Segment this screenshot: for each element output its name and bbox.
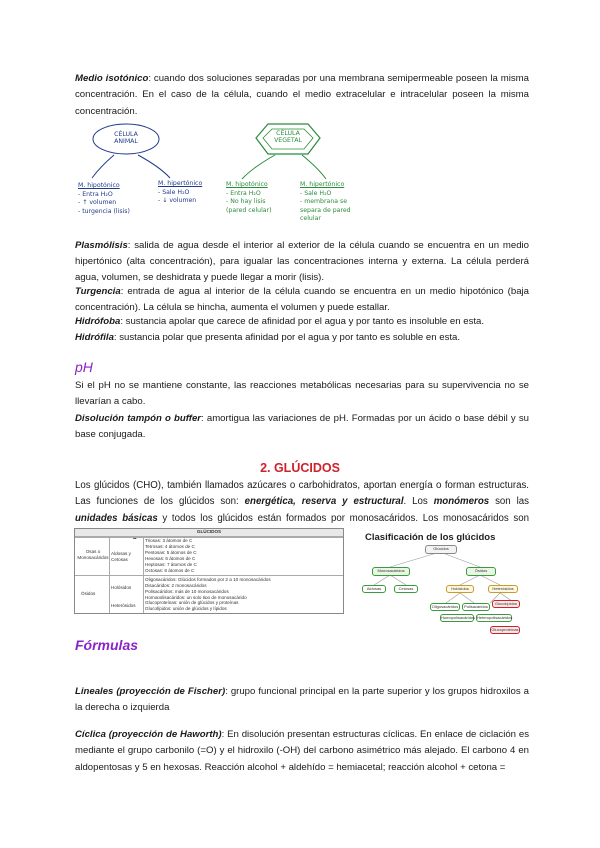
isotonic-paragraph: [75, 71, 529, 120]
table-row1-items: [145, 538, 265, 575]
turgencia-term: Turgencia: [75, 286, 121, 297]
fischer-term: Lineales (proyección de Fischer): [75, 686, 226, 697]
table-item: Disacáridos: 2 monosacáridos: [145, 583, 207, 588]
diagram-node: Glucoproteínas: [491, 627, 519, 632]
glucidos-monomers: monómeros: [433, 496, 490, 508]
animal-hipo-line: - ↑ volumen: [78, 199, 117, 206]
glucidos-functions: energética, reserva y estructural: [244, 496, 404, 508]
plasmolisis-text: : salida de agua desde el interior al exterior de la célula cuando se encuentra en un medio hipertónico (alta concentración), para igualar las concentraciones interna y externa. La célula perderá agua, volumen, se deshidrata y puede llegar a morir (lisis).: [75, 240, 529, 283]
plant-hipo-line: - Entra H₂O: [226, 189, 261, 197]
plasmolisis-term: Plasmólisis: [75, 240, 128, 251]
plasmolisis-paragraph: [75, 238, 529, 286]
table-row1-label: Osas o Monosacáridos: [77, 549, 109, 560]
table-row2-sub1-items: [145, 577, 341, 599]
table-item: Hexosas: 6 átomos de C: [145, 556, 196, 561]
table-row2-label: Ósidos: [81, 591, 96, 596]
hidrofoba-paragraph: [75, 314, 529, 330]
formulas-heading: Fórmulas: [75, 637, 139, 653]
plant-hiper-line: celular: [300, 215, 321, 222]
glucidos-intro-3: son las: [489, 496, 529, 508]
table-header: GLÚCIDOS: [75, 529, 343, 537]
hidrofila-text: : sustancia polar que presenta afinidad por el agua y por tanto es soluble en esta.: [113, 332, 461, 343]
ph-heading: pH: [75, 359, 93, 375]
table-row2-sub2-items: [145, 600, 341, 613]
glucidos-section-title: 2. GLÚCIDOS: [260, 461, 340, 475]
diagram-node: Glúcidos: [425, 545, 457, 554]
table-item: Oligosacáridos: Glúcidos formados por 2 a 10 monosacáridos: [145, 577, 271, 582]
plant-hipo-line: - No hay lisis: [226, 198, 266, 205]
table-item: Pentosas: 5 átomos de C: [145, 550, 197, 555]
table-item: Octosas: 8 átomos de C: [145, 568, 195, 573]
fischer-text: : grupo funcional principal en la parte superior y los grupos hidroxilos a la derecha o izquierda: [75, 686, 529, 714]
table-item: Homopolisacáridos: un solo tipo de monosacárido: [145, 595, 247, 599]
diagram-node: Oligosacáridos: [431, 604, 459, 609]
plant-hipo-line: (pared celular): [226, 206, 272, 214]
plant-hiper: [300, 181, 351, 224]
isotonic-text: : cuando dos soluciones separadas por una membrana semipermeable poseen la misma concentración. En el caso de la célula, cuando el medio extracelular e intracelular poseen la misma concentración.: [75, 73, 529, 117]
plant-hiper-line: - Sale H₂O: [300, 189, 332, 197]
hidrofoba-text: : sustancia apolar que carece de afinidad por el agua y por tanto es insoluble en esta.: [120, 316, 485, 327]
animal-cell-label: CÉLULA ANIMAL: [114, 131, 138, 145]
animal-hipo-line: - turgencia (lisis): [78, 207, 130, 215]
diagram-node: Monosacáridos: [372, 567, 410, 576]
hidrofoba-term: Hidrófoba: [75, 316, 121, 327]
plant-hipo: [226, 181, 272, 215]
diagram-node: Glucolípidos: [492, 600, 520, 608]
glucidos-table: [74, 528, 344, 614]
plant-cell-label: CÉLULA VEGETAL: [274, 130, 302, 144]
glucidos-intro-1: Los glúcidos (CHO), también llamados azúcares o carbohidratos, aportan energía o forman estructuras. Las funciones de los glúcidos son:: [75, 480, 529, 508]
plant-hiper-line: - membrana se: [300, 198, 348, 205]
plant-hiper-title: M. hipertónico: [300, 181, 345, 188]
table-item: Tetrosas: 4 átomos de C: [145, 544, 195, 549]
hidrofila-term: Hidrófila: [75, 332, 114, 343]
table-item: Glucoproteínas: unión de glúcidos y proteínas: [145, 600, 239, 605]
table-row1-sub: Aldosas y Cetosas: [111, 551, 131, 562]
animal-hipo: [78, 182, 130, 216]
glucidos-intro-4: y todos los glúcidos están formados por monosacáridos. Los monosacáridos son: [162, 512, 529, 524]
animal-hipo-line: - Entra H₂O: [78, 190, 113, 198]
diagram-node: Heterósidos: [488, 585, 518, 593]
animal-hipo-title: M. hipotónico: [78, 182, 120, 189]
osmosis-sketch: [70, 122, 370, 238]
haworth-term: Cíclica (proyección de Haworth): [75, 729, 222, 740]
table-item: Glucolípidos: unión de glúcidos y lípidos: [145, 606, 227, 611]
animal-hiper-line: - Sale H₂O: [158, 188, 190, 196]
table-row2-sub1: Holósidos: [111, 585, 132, 590]
table-item: Triosas: 3 átomos de C: [145, 538, 193, 543]
buffer-term: Disolución tampón o buffer: [75, 413, 202, 424]
diagram-node: Ósidos: [466, 567, 496, 576]
table-item: Heptosas: 7 átomos de C: [145, 562, 197, 567]
turgencia-paragraph: [75, 284, 529, 316]
haworth-text: : En disolución presentan estructuras cíclicas. En enlace de ciclación es mediante el grupo carbonilo (=O) y el hidroxilo (-OH) del carbono asimétrico más alejado. El carbono 4 en aldopentosas y 5 en hexosas. Reacción alcohol + aldehído = hemiacetal; reacción alcohol + cetona =: [75, 729, 530, 773]
isotonic-term: Medio isotónico: [75, 73, 149, 84]
turgencia-text: : entrada de agua al interior de la célula cuando se encuentra en un medio hipotónico (baja concentración). La célula se hincha, aumenta el volumen y puede estallar.: [75, 286, 529, 313]
plant-hipo-title: M. hipotónico: [226, 181, 268, 188]
animal-hiper: [158, 180, 202, 206]
haworth-paragraph: [75, 727, 529, 776]
ph-paragraph: Si el pH no se mantiene constante, las reacciones metabólicas necesarias para su supervivencia no se llevarían a cabo.: [75, 380, 529, 407]
diagram-node: Cetosas: [394, 585, 418, 593]
buffer-paragraph: [75, 411, 529, 443]
table-row2-sub2: Heterósidos: [111, 603, 136, 608]
fischer-paragraph: [75, 684, 529, 717]
diagram-node: Aldosas: [362, 585, 386, 593]
diagram-title: Clasificación de los glúcidos: [365, 532, 496, 543]
glucidos-units: unidades básicas: [75, 512, 158, 524]
diagram-node: Polisacáridos: [462, 603, 490, 611]
table-item: Polisacáridos: más de 10 monosacáridos: [145, 589, 229, 594]
diagram-node: Heteropolisacáridos: [477, 615, 513, 620]
animal-hiper-line: - ↓ volumen: [158, 197, 197, 204]
diagram-node: Homopolisacáridos: [441, 615, 476, 620]
plant-hiper-line: separa de pared: [300, 206, 351, 214]
hidrofila-paragraph: [75, 330, 529, 346]
diagram-node: Holósidos: [446, 585, 474, 593]
animal-hiper-title: M. hipertónico: [158, 180, 203, 187]
buffer-text: : amortigua las variaciones de pH. Formadas por un ácido o base débil y su base conjugada.: [75, 413, 529, 440]
glucidos-intro-2: . Los: [403, 496, 434, 508]
